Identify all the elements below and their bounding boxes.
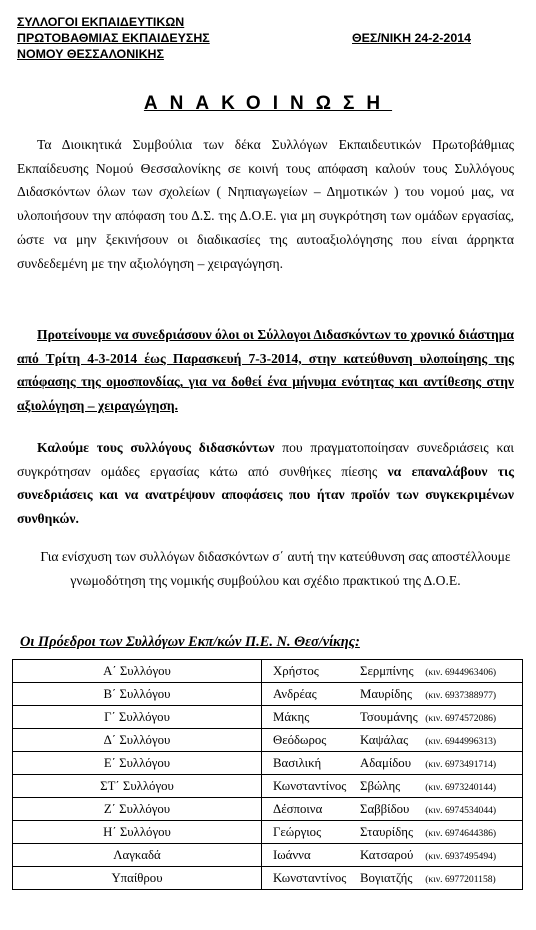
association-cell: ΣΤ΄ Συλλόγου: [13, 775, 262, 798]
paragraph-1: [17, 133, 514, 275]
paragraph-4: [17, 545, 514, 592]
president-cell: [262, 660, 523, 683]
last-name: Μαυρίδης: [360, 686, 413, 701]
first-name: Δέσποινα: [273, 801, 323, 816]
document-title: ΑΝΑΚΟΙΝΩΣΗ: [143, 93, 393, 114]
association-cell: Υπαίθρου: [13, 867, 262, 890]
paragraph-4-text: Για ενίσχυση των συλλόγων διδασκόντων σ΄ αυτή την κατεύθυνση σας αποστέλλουμε γνωμοδότηση της νομικής συμβούλου και σχέδιο πρακτικού της Δ.Ο.Ε.: [40, 549, 511, 588]
phone-number: (κιν. 6944963406): [425, 666, 497, 678]
first-name: Ιωάννα: [273, 847, 311, 862]
president-cell: [262, 821, 523, 844]
association-cell: Λαγκαδά: [13, 844, 262, 867]
table-row: [13, 752, 523, 775]
phone-number: (κιν. 6974644386): [425, 827, 497, 839]
sender-line-3: ΝΟΜΟΥ ΘΕΣΣΑΛΟΝΙΚΗΣ: [17, 47, 164, 61]
last-name: Σαββίδου: [360, 801, 410, 816]
phone-number: (κιν. 6973240144): [425, 781, 497, 793]
association-cell: Ζ΄ Συλλόγου: [13, 798, 262, 821]
presidents-table: [12, 659, 523, 890]
phone-number: (κιν. 6937388977): [425, 689, 497, 701]
table-row: [13, 775, 523, 798]
president-cell: [262, 867, 523, 890]
phone-number: (κιν. 6944996313): [425, 735, 497, 747]
last-name: Βογιατζής: [360, 870, 413, 885]
paragraph-3-bold-end: να επαναλάβουν τις συνεδριάσεις και να ανατρέψουν αποφάσεις που ήταν προϊόν των συγκεκριμένων συνθηκών.: [17, 463, 514, 527]
paragraph-2-text: Προτείνουμε να συνεδριάσουν όλοι οι Σύλλογοι Διδασκόντων το χρονικό διάστημα από Τρίτη 4-3-2014 έως Παρασκευή 7-3-2014, στην κατεύθυνση υλοποίησης της απόφασης της ομοσπονδίας, για να δοθεί ένα μήνυμα ενότητας και αντίθεσης στην αξιολόγηση – χειραγώγηση.: [17, 327, 514, 414]
first-name: Ανδρέας: [273, 686, 317, 701]
presidents-heading: Οι Πρόεδροι των Συλλόγων Εκπ/κών Π.Ε. Ν. Θεσ/νίκης:: [20, 634, 360, 650]
place-date: ΘΕΣ/ΝΙΚΗ 24-2-2014: [352, 31, 471, 45]
president-cell: [262, 752, 523, 775]
association-cell: Ε΄ Συλλόγου: [13, 752, 262, 775]
first-name: Κωνσταντίνος: [273, 870, 347, 885]
sender-line-1: ΣΥΛΛΟΓΟΙ ΕΚΠΑΙΔΕΥΤΙΚΩΝ: [17, 15, 185, 29]
association-cell: Δ΄ Συλλόγου: [13, 729, 262, 752]
last-name: Σβώλης: [360, 778, 401, 793]
phone-number: (κιν. 6937495494): [425, 850, 497, 862]
table-row: [13, 706, 523, 729]
first-name: Μάκης: [273, 709, 310, 724]
president-cell: [262, 798, 523, 821]
phone-number: (κιν. 6974534044): [425, 804, 497, 816]
table-row: [13, 867, 523, 890]
association-cell: Α΄ Συλλόγου: [13, 660, 262, 683]
first-name: Κωνσταντίνος: [273, 778, 347, 793]
table-row: [13, 844, 523, 867]
phone-number: (κιν. 6973491714): [425, 758, 497, 770]
last-name: Τσουμάνης: [360, 709, 418, 724]
last-name: Καψάλας: [360, 732, 409, 747]
first-name: Θεόδωρος: [273, 732, 327, 747]
first-name: Βασιλική: [273, 755, 322, 770]
paragraph-2: [17, 323, 514, 418]
table-row: [13, 660, 523, 683]
paragraph-3: [17, 436, 514, 531]
sender-line-2: ΠΡΩΤΟΒΑΘΜΙΑΣ ΕΚΠΑΙΔΕΥΣΗΣ: [17, 31, 210, 45]
table-row: [13, 798, 523, 821]
last-name: Σταυρίδης: [360, 824, 414, 839]
president-cell: [262, 683, 523, 706]
paragraph-1-text: Τα Διοικητικά Συμβούλια των δέκα Συλλόγων Εκπαιδευτικών Πρωτοβάθμιας Εκπαίδευσης Νομού Θεσσαλονίκης σε κοινή τους απόφαση καλούν τους Συλλόγους Διδασκόντων όλων των σχολείων ( Νηπιαγωγείων – Δημοτικών ) του νομού μας, να υλοποιήσουν την απόφαση του Δ.Σ. της Δ.Ο.Ε. για μη συγκρότηση των ομάδων εργασίας, ώστε να μην ξεκινήσουν οι διαδικασίες της αυτοαξιολόγησης που είναι άρρηκτα συνδεδεμένη με την αξιολόγηση – χειραγώγηση.: [17, 137, 514, 271]
president-cell: [262, 844, 523, 867]
first-name: Χρήστος: [273, 663, 319, 678]
president-cell: [262, 706, 523, 729]
table-row: [13, 821, 523, 844]
sender-block: [17, 14, 210, 62]
table-row: [13, 683, 523, 706]
association-cell: Γ΄ Συλλόγου: [13, 706, 262, 729]
association-cell: Β΄ Συλλόγου: [13, 683, 262, 706]
last-name: Σερμπίνης: [360, 663, 414, 678]
last-name: Κατσαρού: [360, 847, 414, 862]
association-cell: Η΄ Συλλόγου: [13, 821, 262, 844]
paragraph-3-middle: που πραγματοποίησαν συνεδριάσεις και συγκρότησαν ομάδες εργασίας κάτω από συνθήκες πίεσης: [17, 440, 514, 479]
paragraph-3-bold-start: Καλούμε τους συλλόγους διδασκόντων: [37, 440, 275, 455]
phone-number: (κιν. 6977201158): [425, 873, 496, 885]
phone-number: (κιν. 6974572086): [425, 712, 497, 724]
first-name: Γεώργιος: [273, 824, 322, 839]
table-row: [13, 729, 523, 752]
president-cell: [262, 775, 523, 798]
president-cell: [262, 729, 523, 752]
last-name: Αδαμίδου: [360, 755, 412, 770]
